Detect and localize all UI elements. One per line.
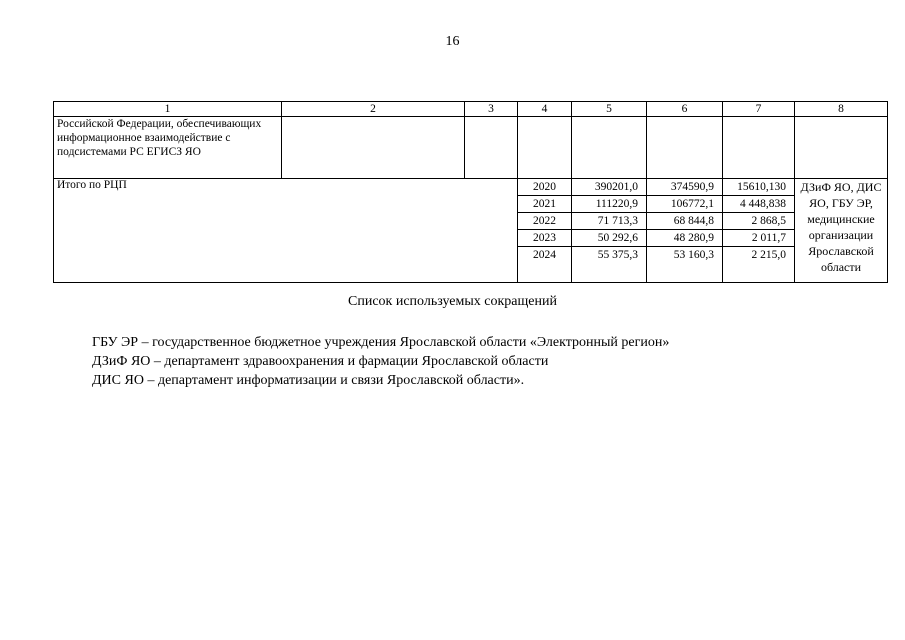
col7-cell xyxy=(723,179,795,283)
abbreviation-item: ДИС ЯО – департамент информатизации и связи Ярославской области». xyxy=(92,373,525,388)
year-value: 2023 xyxy=(518,230,571,247)
col5-value: 111220,9 xyxy=(572,196,646,213)
col7-value: 15610,130 xyxy=(723,179,794,196)
col6-value: 106772,1 xyxy=(647,196,722,213)
table-header-row xyxy=(54,102,888,117)
col7-value: 2 215,0 xyxy=(751,249,786,261)
header-cell: 1 xyxy=(54,102,282,117)
program-table xyxy=(53,101,888,283)
abbreviation-item: ДЗиФ ЯО – департамент здравоохранения и фармации Ярославской области xyxy=(92,354,549,369)
col5-value: 390201,0 xyxy=(572,179,646,196)
year-value: 2024 xyxy=(533,249,556,261)
col5-value: 55 375,3 xyxy=(597,249,638,261)
col7-value: 4 448,838 xyxy=(723,196,794,213)
header-cell: 5 xyxy=(572,102,647,117)
col7-value: 2 011,7 xyxy=(723,230,794,247)
header-cell: 2 xyxy=(282,102,465,117)
year-value: 2020 xyxy=(518,179,571,196)
header-cell: 6 xyxy=(647,102,723,117)
col6-value: 68 844,8 xyxy=(647,213,722,230)
header-cell: 3 xyxy=(465,102,518,117)
table-cell xyxy=(723,117,795,179)
measure-description-cell: Российской Федерации, обеспечивающих информационное взаимодействие с подсистемами РС ЕГИСЗ ЯО xyxy=(54,117,282,179)
col6-value: 374590,9 xyxy=(647,179,722,196)
years-cell xyxy=(518,179,572,283)
abbreviations-list xyxy=(92,333,669,390)
table-cell xyxy=(518,117,572,179)
header-cell: 8 xyxy=(795,102,888,117)
col7-value: 2 868,5 xyxy=(723,213,794,230)
table-row xyxy=(54,117,888,179)
table-cell xyxy=(465,117,518,179)
header-cell: 4 xyxy=(518,102,572,117)
col6-value: 48 280,9 xyxy=(647,230,722,247)
total-label: Итого по РЦП xyxy=(54,179,518,283)
page-number: 16 xyxy=(445,34,460,49)
total-row xyxy=(54,179,888,283)
executors-cell: ДЗиФ ЯО, ДИС ЯО, ГБУ ЭР, медицинские организации Ярославской области xyxy=(795,179,888,283)
abbreviation-item: ГБУ ЭР – государственное бюджетное учреждения Ярославской области «Электронный регион» xyxy=(92,335,670,350)
table-cell xyxy=(572,117,647,179)
year-value: 2021 xyxy=(518,196,571,213)
table-cell xyxy=(282,117,465,179)
col5-value: 50 292,6 xyxy=(572,230,646,247)
table-cell xyxy=(795,117,888,179)
col6-value: 53 160,3 xyxy=(673,249,714,261)
col6-cell xyxy=(647,179,723,283)
table-cell xyxy=(647,117,723,179)
col5-cell xyxy=(572,179,647,283)
year-value: 2022 xyxy=(518,213,571,230)
col5-value: 71 713,3 xyxy=(572,213,646,230)
abbreviations-title: Список используемых сокращений xyxy=(348,294,557,309)
header-cell: 7 xyxy=(723,102,795,117)
